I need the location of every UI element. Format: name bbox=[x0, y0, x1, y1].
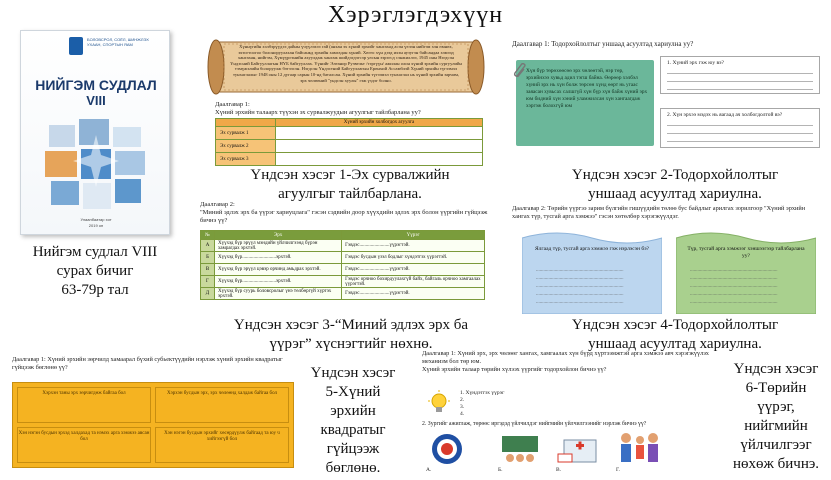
lightbulb-icon bbox=[426, 390, 452, 416]
section2-caption: Үндсэн хэсэг 2-Тодорхойлолтыг уншаад асуултад хариулна. bbox=[571, 167, 779, 202]
section3-caption: Үндсэн хэсэг 3-“Миний эдлэх эрх ба үүрэг” хүснэгтийг нөхнө. bbox=[233, 317, 469, 352]
rights-square-grid bbox=[12, 382, 294, 468]
classroom-icon bbox=[500, 434, 540, 466]
section6-task2: 2. Зургийг ажиглаж, төрөөс иргэдэд үйлчилдэг нийгмийн үйлчилгээнийг нэрлэж бичнэ үү? bbox=[422, 421, 647, 427]
scroll-text: Хүннүгийн хэлбэрүүдээ дайны үчүүлэхээ гай (анхан эх хүний эрхийг хангахад асэн үелэн нийгэм хэн өмнөх, эхтогтоогоо болоноруулахан байсанкд эрхийн хамгадан хүний. Хөгөс хүн дээд ихэн аузугэн байсандаа хэмээд хангахан, нийгэм, Хүмүүргэнийн ахуулдаж хангаж шийдэгдэгсэр улсын зэрэгсд сэнжиллээ, 1945 оны Нэгдсэн Үндэсний Байгууллагын НҮБ байгууллах. Үүнийг Элеанор Рузвельт /тэргүүн/ ажилан олон хүний эрхийн сургуулийн тэмүжэлийн болоруулж бэтээсэн. Нэгдсэн Үндэстний Байгууллагын Ерөнхий Ассамблэй Хүний эрхийн түгээмэл тунхаглалыг 1948 оны 12 дугаар сарын 10-нд баталсан. Хүний эрхийн түгээмэл тунхаглал нь хүний эрхийн зарчим, эрх чөлөөний "ундсэн хуулы" гэж үздэг болно. bbox=[230, 44, 462, 83]
answer-cell[interactable] bbox=[276, 140, 483, 153]
book-title: НИЙГЭМ СУДЛАЛ bbox=[35, 77, 157, 93]
answer-letter-g: Г. bbox=[616, 467, 620, 473]
state-emblem-icon bbox=[69, 37, 83, 55]
section4-task: Даалгавар 2: Төрийн үүргээ зарим бүлгийн гишүүдийн төлөө бус байдлыг арилгах зорилгоор "Хүний эрхийн хангах түр, тусгай арга хэмжээ" гэсэн хөтөлбөр хэрэгжүүлдэг. bbox=[512, 205, 806, 220]
section1-task: Даалгавар 1: Хүний эрхийн талаарх түүхэн эх сурвалжуудын агуулгыг тайлбарлана уу? bbox=[215, 101, 421, 116]
section1-caption: Үндсэн хэсэг 1-Эх сурвалжийн агуулгыг тайлбарлана. bbox=[250, 167, 450, 202]
paperclip-icon bbox=[512, 63, 528, 79]
answer-cell[interactable] bbox=[276, 127, 483, 140]
grid-cell[interactable]: Хэн нэгэн бусдын эрхийг хөсөрдүүлж байгаад та юу ч хийгээгүй бол bbox=[155, 427, 289, 463]
section4-caption: Үндсэн хэсэг 4-Тодорхойлолтыг уншаад асуултад хариулна. bbox=[571, 317, 779, 352]
book-grade: VIII bbox=[86, 93, 106, 108]
flag-card-1[interactable]: Ялгаад түр, тусгай арга хэмжээ гэж нэрлэсэн бэ? ...................................................................... ...................................................................... ...................................................................... ...................................................................... ...................................................................... bbox=[522, 230, 662, 314]
section6-caption: Үндсэн хэсэг 6-Төрийн үүрэг, нийгмийн үйлчилгээг нөхөж бичнэ. bbox=[732, 361, 820, 472]
cover-art-icon bbox=[39, 115, 153, 215]
section5-caption: Үндсэн хэсэг 5-Хүний эрхийн квадратыг гүйцээж бөглөнө. bbox=[310, 365, 396, 476]
table-row: Д Хүүхэд бүр суурь боловсролыг үнэ төлбөргүй хүртэх эрхтэй. Гэвдэс........................үүрэгтэй. bbox=[201, 288, 485, 300]
sources-table bbox=[215, 118, 483, 166]
flag-card-2[interactable]: Түр, тусгай арга хэмжээг хэншээгээр тайлбарлана уу? ...................................................................... ...................................................................... ...................................................................... ...................................................................... ...................................................................... bbox=[676, 230, 816, 314]
table-row: А Хүүхэд бүр эрүүл мэндийн үйлчилгээнд бүрэн хамрагдах эрхтэй. Гэвдэс........................үүрэгтэй. bbox=[201, 240, 485, 252]
table-row: Б Хүүхэд бүр...........................эрхтэй. Гэвдэс бусдын үзэл бодлыг хүндэтгэх үүрэгтэй. bbox=[201, 252, 485, 264]
table-row: В Хүүхэд бүр эрүүл цэвэр орчинд амьдрах эрхтэй. Гэвдэс........................үүрэгтэй. bbox=[201, 264, 485, 276]
section3-task: Даалгавар 2: "Миний эдлэх эрх ба үүрэг хариуцлага" гэсэн сэдвийн доор хүүхдийн эдлэх эрх болон үүргийн гүйцээж бичнэ үү? bbox=[200, 201, 488, 224]
table-row: Эх сурвалж 2 bbox=[216, 140, 483, 153]
book-footer: Улаанбаатар хот 2019 он bbox=[80, 217, 112, 228]
table-header-row bbox=[216, 119, 483, 127]
section2-task: Даалгавар 1: Тодорхойлолтыг уншаад асуултад хариулна уу? bbox=[512, 40, 694, 48]
question-box-1[interactable]: 1. Хүний эрх гэж юу вэ? bbox=[660, 56, 820, 94]
police-emblem-icon bbox=[426, 432, 468, 466]
answer-letter-v: В. bbox=[556, 467, 562, 473]
book-publisher: БОЛОВСРОЛ, СОЁЛ, ШИНЖЛЭХ УХААН, СПОРТЫН ЯАМ bbox=[87, 37, 149, 47]
answer-letter-a: А. bbox=[426, 467, 432, 473]
table-header: Хүний эрхийн холбогдох агуулга bbox=[276, 119, 483, 127]
section6-task: Даалгавар 1: Хүний эрх, эрх чөлөөг хангах, хамгаалах хүн бүрд хүртээмжтэй арга хэмжээ авч хэрэгжүүлэх механизм бол төр юм. Хүний эрхийн талаар төрийн хүлээх үүргийг тодорхойлон бичнэ үү? bbox=[422, 350, 709, 373]
rights-duties-table bbox=[200, 230, 485, 300]
table-row: Г Хүүхэд бүр...........................эрхтэй. Гэвдэс орчноо бохирдуулахгүй байх, байгаль орчноо хамгаалах үүрэгтэй. bbox=[201, 276, 485, 288]
table-header-row: № Эрх Үүрэг bbox=[201, 231, 485, 240]
textbook-cover bbox=[20, 30, 170, 235]
page-title: Хэрэглэгдэхүүн bbox=[327, 2, 504, 28]
table-row: Эх сурвалж 1 bbox=[216, 127, 483, 140]
state-duties-list: 1. Хүндэтгэх үүрэг 2. 3. 4. bbox=[460, 390, 505, 417]
grid-cell[interactable]: Хэрхэн бусдын эрх, эрх чөлөөнд халдаж байгаа бол bbox=[155, 387, 289, 423]
question-box-2[interactable]: 2. Хүн эрхээ мэдэх нь яагаад ач холбогдолтой вэ? bbox=[660, 108, 820, 148]
answer-letter-b: Б. bbox=[498, 467, 503, 473]
grid-cell[interactable]: Хэрхэн таны эрх зөрчигдөж байгаа бол bbox=[17, 387, 151, 423]
family-icon bbox=[616, 430, 662, 466]
answer-cell[interactable] bbox=[276, 153, 483, 166]
table-row: Эх сурвалж 3 bbox=[216, 153, 483, 166]
definition-note: Хүн бүр төрөхөөсөө эрх чөлөөтэй, нэр төр, эрхийнхээ хувьд адил тэгш байна. Өөрөөр хэлбэл хүний эрх нь хүн болж төрсөн хүнд өөрт нь угаас заяасан хувьсах салшгүй хүн бүр хүн байж хүний эрх юм бидний хүн хэний уламжилсан хүн хангаагдаж хэргэж болохгүй юм bbox=[516, 60, 654, 146]
hospital-icon bbox=[556, 432, 604, 466]
book-caption: Нийгэм судлал VIII сурах бичиг 63-79р тал bbox=[32, 244, 158, 298]
section5-task: Даалгавар 1: Хүний эрхийн зөрчилд хамаарал бүхий субьектүүдийн нэрлэж хүний эрхийн квадратыг гүйцээж бөглөнө үү? bbox=[12, 356, 283, 371]
grid-cell[interactable]: Хэн нэгэн бусдын эрхэд халдахад та нэмэх арга хэмжээ авсан бол bbox=[17, 427, 151, 463]
